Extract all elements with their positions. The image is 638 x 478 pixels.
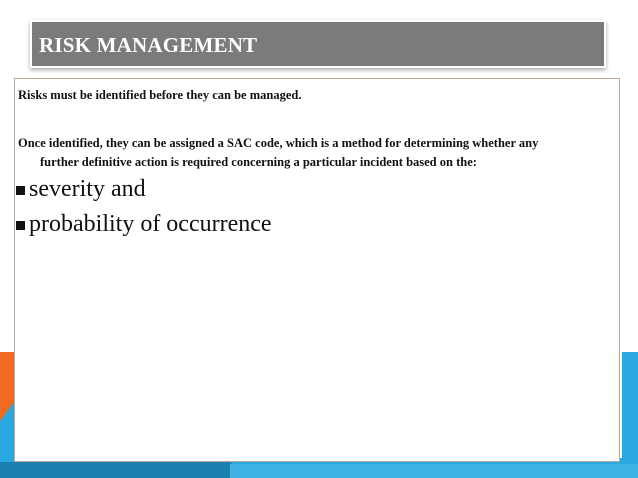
bottom-light-accent bbox=[230, 464, 638, 478]
square-bullet-icon bbox=[16, 221, 25, 230]
bottom-dark-accent bbox=[0, 462, 250, 478]
bullet-item bbox=[16, 172, 272, 207]
bullet-item bbox=[16, 207, 272, 242]
sac-paragraph bbox=[18, 134, 618, 172]
slide-title: RISK MANAGEMENT bbox=[39, 33, 258, 57]
bullet-list bbox=[16, 172, 272, 242]
title-bar bbox=[30, 20, 606, 68]
bullet-label: probability of occurrence bbox=[29, 211, 272, 237]
sac-paragraph-line-2: further definitive action is required concerning a particular incident based on the: bbox=[40, 155, 477, 169]
sac-paragraph-line-1: Once identified, they can be assigned a SAC code, which is a method for determining whether any bbox=[18, 136, 539, 150]
intro-paragraph: Risks must be identified before they can be managed. bbox=[18, 88, 302, 102]
square-bullet-icon bbox=[16, 186, 25, 195]
bullet-label: severity and bbox=[29, 176, 146, 202]
